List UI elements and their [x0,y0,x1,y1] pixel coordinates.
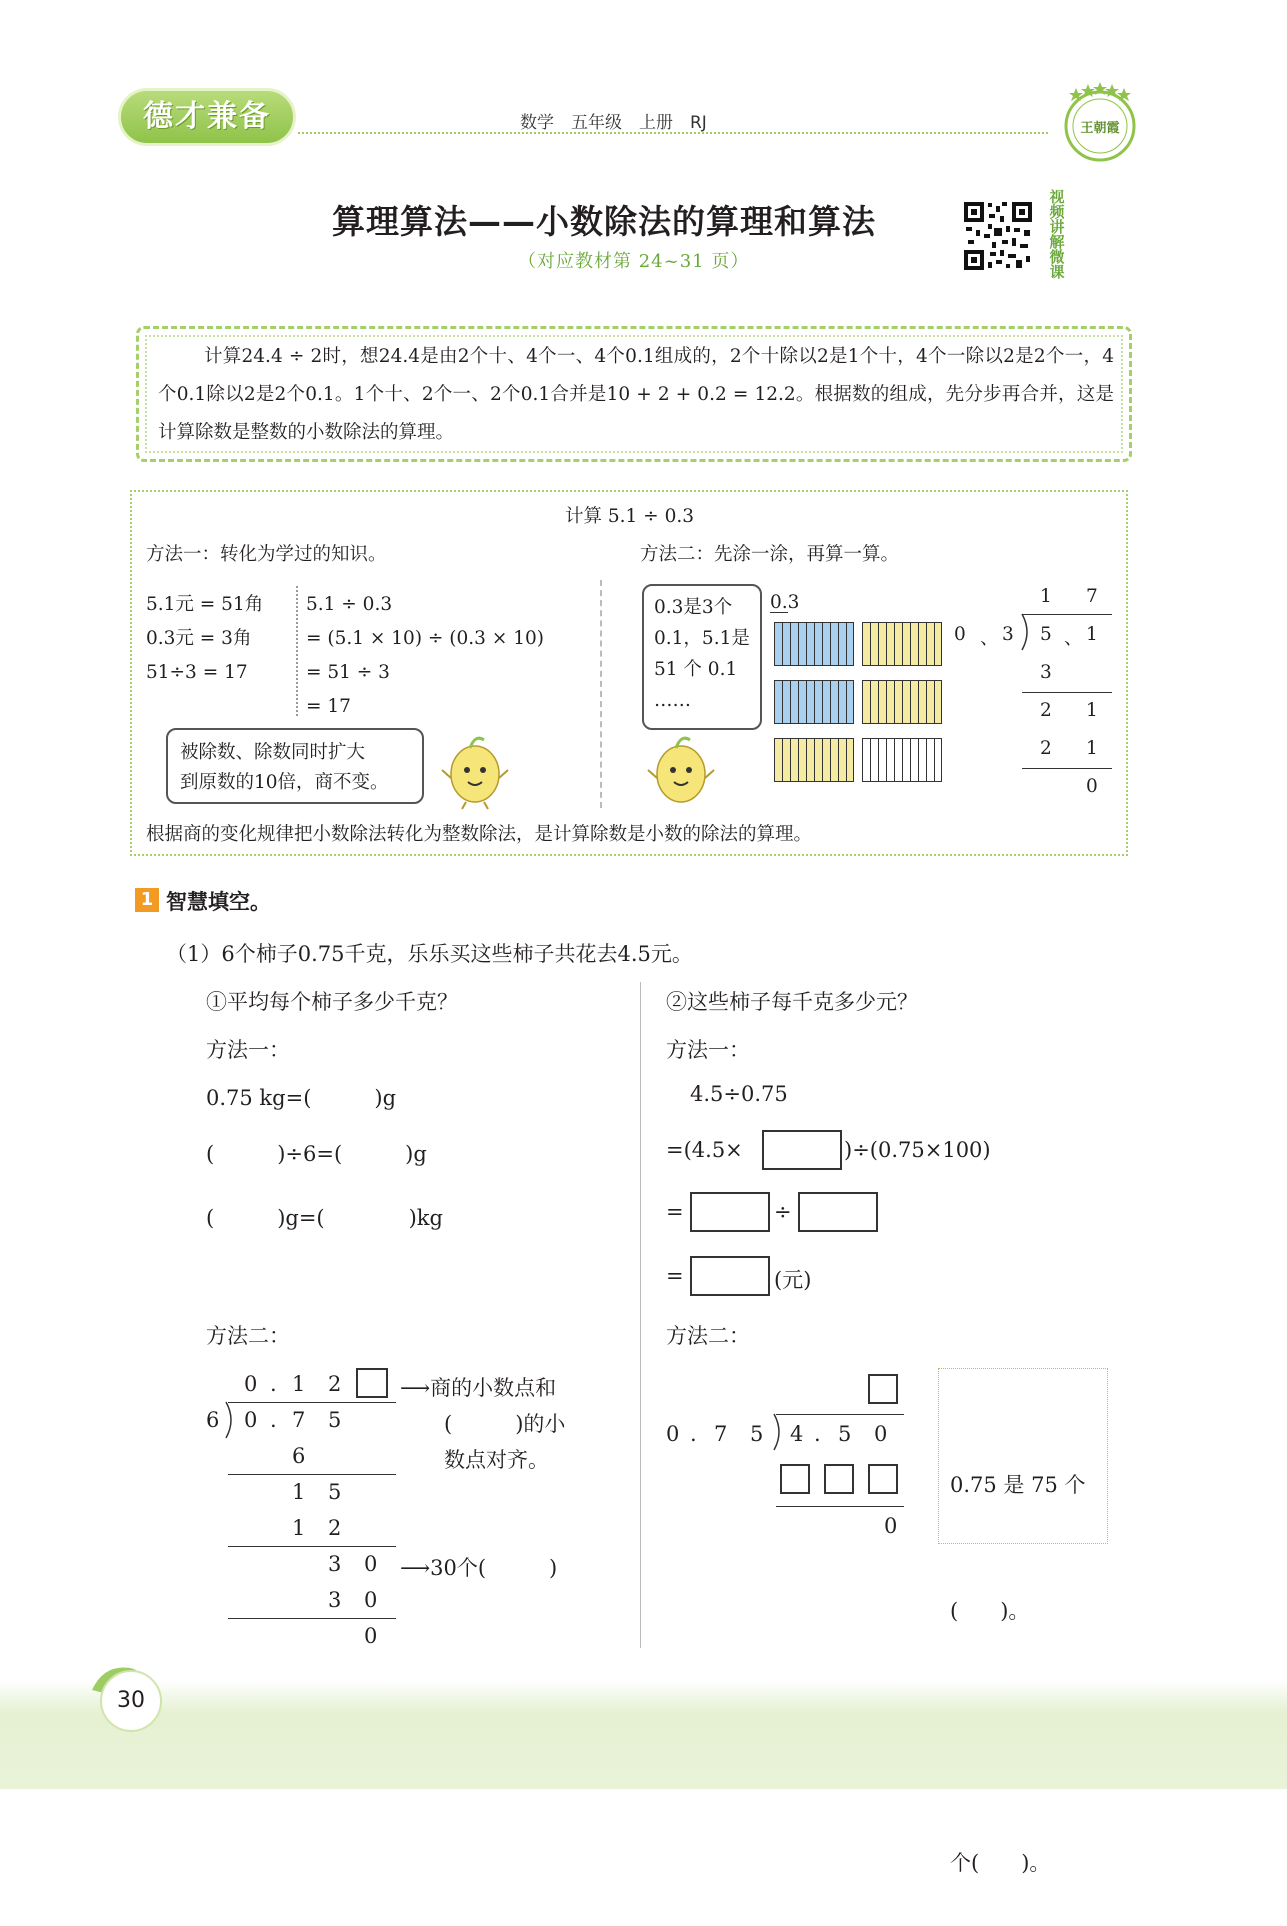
equals-sign: = [666,1264,684,1288]
qr-label: 视频讲解微课 [1049,188,1065,281]
unit-line: 0.3元 = 3角 [146,628,252,649]
right-step1-prefix: =(4.5× [666,1138,743,1162]
step-digit: 1 [292,1516,306,1540]
method2-title: 方法二：先涂一涂，再算一算。 [640,544,900,565]
right-step1-suffix: )÷(0.75×100) [844,1138,991,1162]
dividend-answer-box[interactable] [690,1192,770,1232]
division-bar [228,1402,396,1403]
step-digit: 0 [364,1588,378,1612]
divisor-digit: 6 [206,1408,220,1432]
right-method2-label: 方法二： [666,1324,750,1348]
hint-line: 0.1，5.1是 [654,628,750,649]
dividend-point: 、 [1064,628,1083,649]
footer-band [0,1680,1287,1789]
divisor-point: . [690,1422,697,1446]
hint-line: 0.3是3个 [654,597,733,618]
quotient-digit: 1 [292,1372,306,1396]
dividend-digit: 7 [292,1408,306,1432]
hint-line: …… [654,690,691,711]
step-line [228,1474,396,1475]
step-digit: 1 [1086,738,1098,759]
concept-text: 计算24.4 ÷ 2时，想24.4是由2个十、4个一、4个0.1组成的，2个十除以2是1个十，4个一除以2是2个一，4个0.1除以2是2个0.1。1个十、2个一、2个0.1合并是10 + 2 + 0.2 = 12.2。根据数的组成，先分步再合并，这是计算除数是整数的小数除法的算理。 [158,346,1114,443]
quotient-answer-box[interactable] [868,1374,898,1404]
step-digit: 5 [328,1480,342,1504]
step-digit: 6 [292,1444,306,1468]
colored-grid [862,680,942,724]
step-digit: 3 [328,1588,342,1612]
hint-line: 被除数、除数同时扩大 [180,742,366,763]
method1-title: 方法一：转化为学过的知识。 [146,544,387,565]
method1-equation [306,588,544,724]
note-line-4[interactable]: ⟶30个( ) [400,1556,558,1580]
step-digit: 0 [1086,776,1098,797]
unit-yuan: (元) [774,1268,812,1292]
brand-logo [118,88,296,146]
uncolored-grid [862,738,942,782]
step-digit: 2 [1040,738,1052,759]
header-subject-line: 数学 五年级 上册 RJ [520,113,707,133]
mascot-icon [440,730,510,810]
step-digit: 2 [1040,700,1052,721]
step-digit: 3 [1040,662,1052,683]
note-line-2[interactable]: ( )的小 [444,1412,566,1436]
hint-line[interactable]: ( )。 [950,1599,1030,1623]
note-line-3: 数点对齐。 [444,1448,549,1472]
hint-line[interactable]: 个( )。 [950,1851,1051,1875]
step-digit: 0 [364,1624,378,1648]
colored-grid [774,738,854,782]
divisor-digit: 3 [1002,624,1014,645]
right-expression: 4.5÷0.75 [690,1082,788,1106]
left-method2-label: 方法二： [206,1324,290,1348]
mascot-icon [646,730,716,810]
step-line [228,1546,396,1547]
hint-bubble-2 [642,584,762,730]
dividend-point: . [270,1408,277,1432]
author-seal-icon [1060,78,1140,168]
hint-text [950,1380,1090,1926]
example-conclusion: 根据商的变化规律把小数除法转化为整数除法，是计算除数是小数的除法的算理。 [146,824,813,845]
equals-sign: = [666,1200,684,1224]
method-divider [600,580,602,808]
left-question: ①平均每个柿子多少千克？ [206,990,458,1014]
equation-line: 5.1 ÷ 0.3 [306,594,393,615]
left-fill-line-1[interactable]: 0.75 kg=( )g [206,1086,397,1110]
seal-text: 王朝霞 [1080,121,1120,136]
problem-statement: （1）6个柿子0.75千克，乐乐买这些柿子共花去4.5元。 [166,942,693,966]
divisor-point: 、 [980,628,999,649]
page-number: 30 [100,1670,162,1732]
step-digit: 1 [1086,700,1098,721]
equation-line: = 51 ÷ 3 [306,662,390,683]
product-answer-box[interactable] [868,1464,898,1494]
division-bracket-icon [1020,612,1032,652]
example-heading: 计算 5.1 ÷ 0.3 [565,506,694,527]
colored-grid [774,622,854,666]
dividend-digit: 5 [328,1408,342,1432]
column-divider [640,982,641,1648]
colored-grid [862,622,942,666]
divisor-digit: 0 [666,1422,680,1446]
step-digit: 3 [328,1552,342,1576]
product-answer-box[interactable] [780,1464,810,1494]
colored-grid [774,680,854,724]
divisor-digit: 7 [714,1422,728,1446]
page-title: 算理算法——小数除法的算理和算法 [332,202,876,241]
divisor-digit: 5 [750,1422,764,1446]
step-digit: 0 [364,1552,378,1576]
step-digit: 2 [328,1516,342,1540]
division-bracket-icon [224,1400,236,1440]
hint-line: 51 个 0.1 [654,659,738,680]
hint-line: 0.75 是 75 个 [950,1473,1086,1497]
step-digit: 1 [292,1480,306,1504]
quotient-digit: 2 [328,1372,342,1396]
dividend-digit: 4 [790,1422,804,1446]
grid-label: 0.3 [770,592,800,613]
section-number-badge: 1 [135,888,159,912]
method1-inner-divider [296,586,298,716]
left-fill-line-2[interactable]: ( )÷6=( )g [206,1142,427,1166]
product-answer-box[interactable] [824,1464,854,1494]
equation-line: = 17 [306,696,351,717]
remainder-digit: 0 [884,1514,898,1538]
dividend-digit: 5 [838,1422,852,1446]
right-question: ②这些柿子每千克多少元？ [666,990,918,1014]
dividend-digit: 5 [1040,624,1052,645]
dividend-point: . [814,1422,821,1446]
unit-line: 5.1元 = 51角 [146,594,264,615]
brand-logo-text: 德才兼备 [143,99,271,134]
division-bracket-icon [772,1412,784,1452]
step-line [1022,692,1112,693]
result-answer-box[interactable] [690,1256,770,1296]
quotient-point: . [270,1372,277,1396]
note-line-1: ⟶商的小数点和 [400,1376,557,1400]
quotient-digit: 0 [244,1372,258,1396]
divisor-digit: 0 [954,624,966,645]
method1-unit-conversion [146,588,263,690]
unit-line: 51÷3 = 17 [146,662,248,683]
dividend-digit: 0 [874,1422,888,1446]
left-fill-line-3[interactable]: ( )g=( )kg [206,1206,443,1230]
divide-sign: ÷ [774,1200,792,1224]
equation-line: = (5.1 × 10) ÷ (0.3 × 10) [306,628,544,649]
quotient-digit: 7 [1086,586,1098,607]
section-title: 智慧填空。 [166,890,271,914]
page-subtitle: （对应教材第 24~31 页） [518,251,750,272]
quotient-digit: 1 [1040,586,1052,607]
qr-code-icon[interactable] [962,200,1034,272]
left-method1-label: 方法一： [206,1038,290,1062]
hint-bubble-1 [166,728,424,804]
step-line [776,1506,904,1507]
step-line [228,1618,396,1619]
quotient-answer-box[interactable] [356,1368,388,1398]
hint-line: 到原数的10倍，商不变。 [180,772,389,793]
division-bar [776,1414,904,1415]
divisor-answer-box[interactable] [798,1192,878,1232]
division-bar [1022,614,1112,615]
right-method1-label: 方法一： [666,1038,750,1062]
dividend-digit: 1 [1086,624,1098,645]
dividend-digit: 0 [244,1408,258,1432]
step-line [1022,768,1112,769]
multiplier-answer-box[interactable] [762,1130,842,1170]
grid-label-bracket [770,612,788,613]
